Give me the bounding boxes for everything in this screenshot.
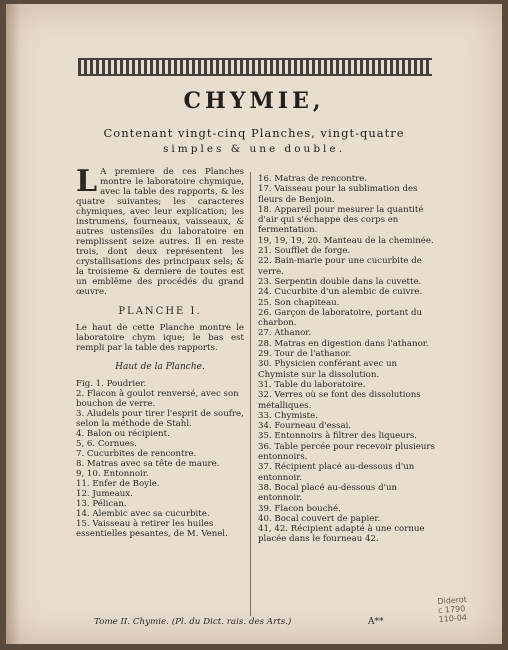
list-item: 27. Athanor. — [258, 328, 312, 339]
list-item: 16. Matras de rencontre. — [258, 174, 368, 184]
right-column — [258, 174, 436, 545]
list-item: 2. Flacon à goulot renversé, avec son bouchon de verre. — [76, 389, 239, 409]
intro-text: A premiere de ces Planches montre le laboratoire chymique, avec la table des rapports, & les quatre suivantes; les caracteres chymiques, avec leur explication; les instrumens, fourneaux, vaisseaux, & autres ustensiles du laboratoire en remplissent seize autres. Il en reste trois, dont deux représentent les crystallisations des principaux sels; & la troisieme & derniere de toutes est un emblême des procédés du grand œuvre. — [76, 167, 244, 297]
column-divider — [250, 172, 251, 616]
list-item: 28. Matras en digestion dans l'athanor. — [258, 338, 429, 349]
list-item: 38. Bocal placé au-dessous d'un entonnoir. — [258, 482, 398, 504]
document-page — [6, 4, 502, 644]
list-item: 19, 19, 19, 20. Manteau de la cheminée. — [258, 235, 434, 246]
list-item: 22. Bain-marie pour une cucurbite de verre. — [258, 256, 422, 277]
planche-heading: PLANCHE I. — [118, 306, 202, 317]
list-item: 30. Physicien conférant avec un Chymiste sur la dissolution. — [258, 359, 398, 380]
list-item: 29. Tour de l'athanor. — [258, 349, 352, 360]
list-item: 34. Fourneau d'essai. — [258, 421, 352, 432]
list-item: Fig. 1. Poudrier. — [76, 379, 147, 389]
list-item: 18. Appareil pour mesurer la quantité d'air qui s'échappe des corps en fermentation. — [258, 204, 424, 236]
list-item: 23. Serpentin double dans la cuvette. — [258, 276, 422, 287]
list-item: 26. Garçon de laboratoire, portant du charbon. — [258, 307, 422, 329]
list-item: 3. Aludels pour tirer l'esprit de soufre, selon la méthode de Stahl. — [76, 409, 244, 429]
drop-cap: L — [76, 164, 98, 199]
annotation-line: 110-04 — [438, 613, 468, 624]
signature-mark: A** — [368, 617, 384, 627]
footer-citation: Tome II. Chymie. (Pl. du Dict. rais. des Arts.) — [94, 617, 292, 627]
left-figure-list — [76, 379, 244, 539]
list-item: 35. Entonnoirs à filtrer des liqueurs. — [258, 431, 418, 442]
section-heading: Haut de la Planche. — [115, 362, 205, 372]
list-item: 9, 10. Entonnoir. — [76, 469, 149, 479]
annotation-line: Diderot — [437, 595, 468, 607]
list-item: 39. Flacon bouché. — [258, 503, 341, 514]
list-item: 40. Bocal couvert de papier. — [258, 513, 381, 524]
list-item: 14. Alembic avec sa cucurbite. — [76, 509, 210, 519]
list-item: 37. Récipient placé au-dessous d'un entonnoir. — [258, 462, 415, 483]
intro-paragraph — [76, 164, 244, 297]
list-item: 11. Enfer de Boyle. — [76, 479, 160, 489]
list-item: 15. Vaisseau à retirer les huiles essentielles pesantes, de M. Venel. — [76, 519, 228, 539]
list-item: 4. Balon ou récipient. — [76, 429, 170, 439]
list-item: 8. Matras avec sa tête de maure. — [76, 459, 220, 469]
header-ornament-border — [78, 58, 432, 76]
right-figure-list — [258, 174, 436, 545]
list-item: 7. Cucurbites de rencontre. — [76, 449, 197, 459]
list-item: 13. Pélican. — [76, 499, 127, 509]
list-item: 21. Soufflet de forge. — [258, 246, 351, 257]
handwritten-annotation — [437, 595, 468, 624]
planche-description: Le haut de cette Planche montre le laboratoire chym ique; le bas est rempli par la table des rapports. — [76, 323, 244, 353]
list-item: 24. Cucurbite d'un alembic de cuivre. — [258, 287, 423, 298]
list-item: 17. Vaisseau pour la sublimation des fleurs de Benjoin. — [258, 184, 418, 205]
list-item: 33. Chymiste. — [258, 410, 318, 421]
list-item: 12. Jumeaux. — [76, 489, 133, 499]
list-item: 41, 42. Récipient adapté à une cornue placée dans le fourneau 42. — [258, 524, 425, 545]
list-item: 25. Son chapiteau. — [258, 297, 340, 308]
list-item: 5, 6. Cornues. — [76, 439, 138, 449]
list-item: 36. Table percée pour recevoir plusieurs entonnoirs. — [258, 441, 435, 463]
list-item: 32. Verres où se font des dissolutions métalliques. — [258, 390, 421, 411]
subtitle-line-1: Contenant vingt-cinq Planches, vingt-quatre — [103, 126, 405, 140]
annotation-line: c 1790 — [437, 604, 466, 616]
left-column — [76, 164, 244, 539]
page-title: CHYMIE, — [183, 88, 325, 114]
list-item: 31. Table du laboratoire. — [258, 379, 366, 390]
subtitle-line-2: simples & une double. — [163, 143, 345, 155]
